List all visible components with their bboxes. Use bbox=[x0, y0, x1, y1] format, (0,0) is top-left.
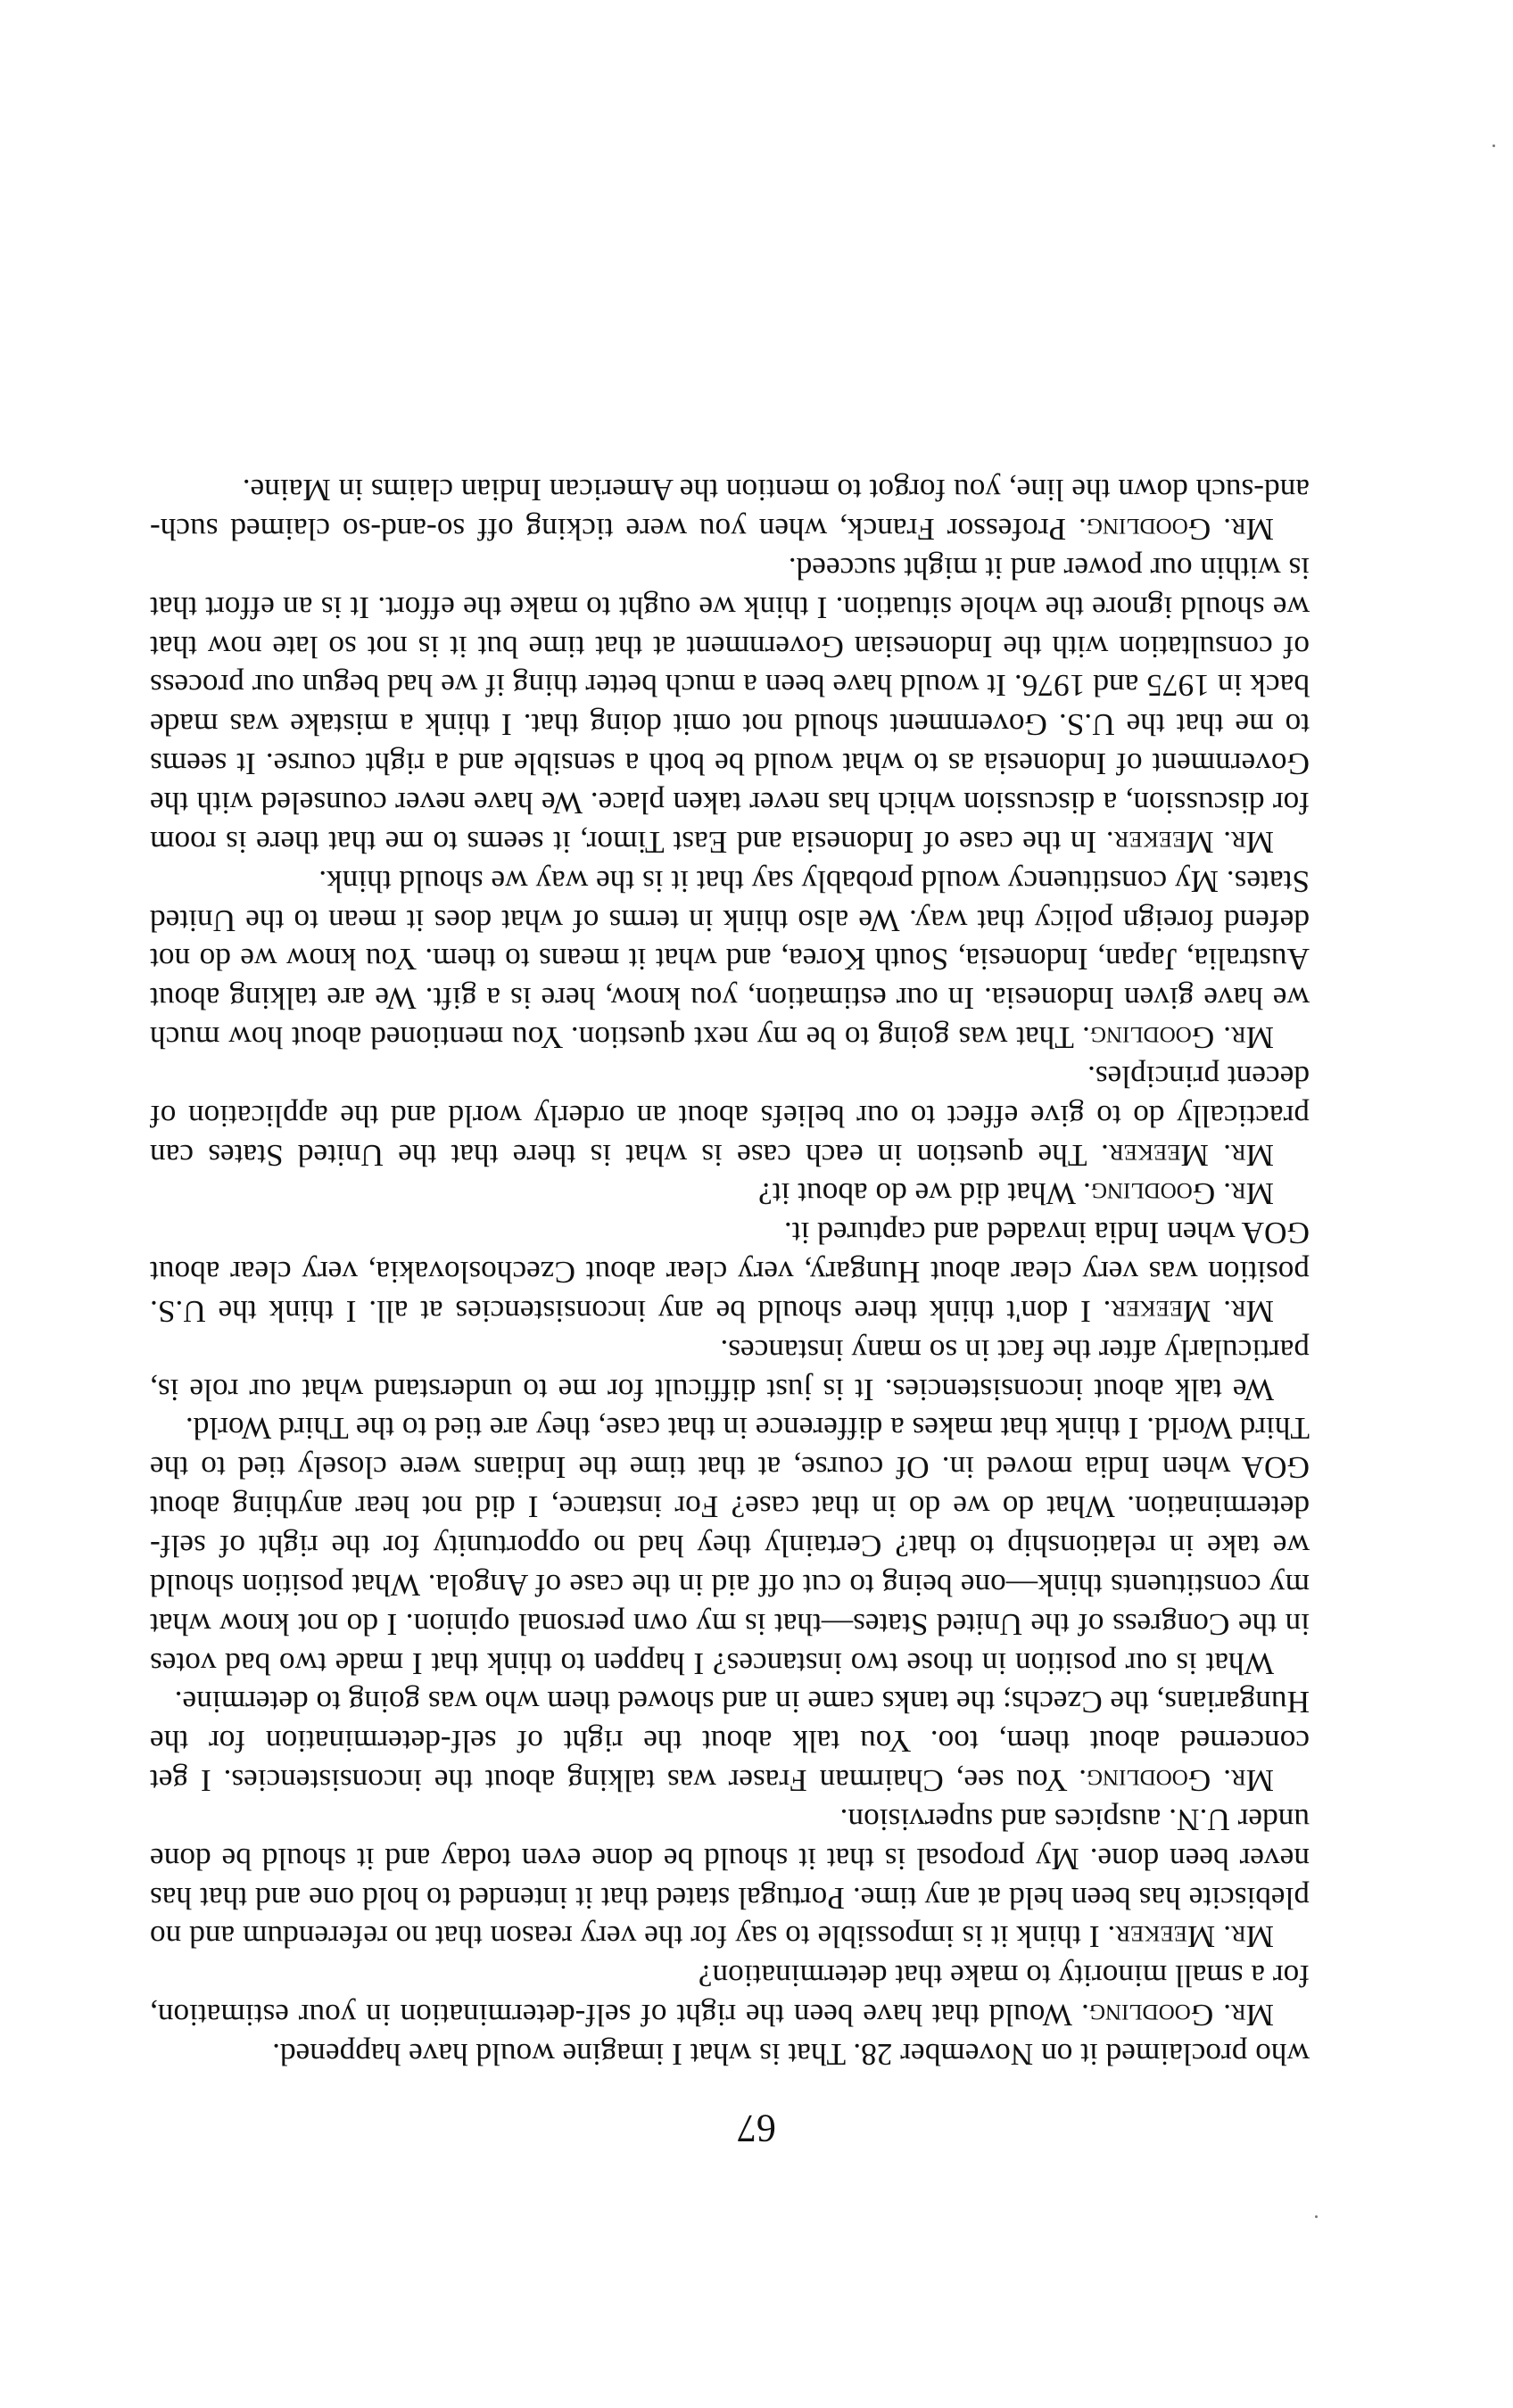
paragraph bbox=[150, 1175, 1310, 1214]
paragraph-text: who proclaimed it on November 28. That is what I imagine would have happened. bbox=[272, 2037, 1310, 2072]
paragraph-text: Professor Franck, when you were ticking off so-and-so claimed such-and-such down the line, you forgot to mention the American Indian claims in Maine. bbox=[149, 473, 1310, 548]
speaker-name: Mr. Meeker. bbox=[1101, 1137, 1274, 1173]
paragraph bbox=[150, 1057, 1310, 1175]
paragraph bbox=[150, 1331, 1310, 1409]
page-number: 67 bbox=[737, 2107, 776, 2150]
paragraph bbox=[150, 1800, 1310, 1956]
paragraph bbox=[150, 862, 1310, 1057]
paragraph bbox=[150, 1409, 1310, 1683]
paragraph bbox=[150, 2034, 1310, 2074]
paragraph-text: We talk about inconsistencies. It is just difficult for me to understand what our role is, particularly after the fact in so many instances. bbox=[150, 1332, 1310, 1407]
paragraph-text: What is our position in those two instances? I happen to think that I made two bad votes in the Congress of the United States—that is my own personal opinion. I do not know what my constituents think—one being to cut off aid in the case of Angola. What position should we take in relationship to that? Certainly they had no opportunity for the right of self-determination. What do we do in that case? For instance, I did not hear anything about GOA when India moved in. Of course, at that time the Indians were closely tied to the Third World. I think that makes a difference in that case, they are tied to the Third World. bbox=[150, 1411, 1310, 1681]
paragraph-text: The question in each case is what is there that the United States can practically do to give effect to our beliefs about an orderly world and the application of decent principles. bbox=[150, 1059, 1310, 1173]
paragraph-text: What did we do about it? bbox=[758, 1176, 1076, 1212]
body-text bbox=[150, 470, 1310, 2074]
speaker-name: Mr. Meeker. bbox=[1105, 824, 1274, 860]
paragraph-text: Would that have been the right of self-determination in your estimation, for a small minority to make that determination? bbox=[149, 1959, 1310, 2033]
speaker-name: Mr. Goodling. bbox=[1079, 512, 1274, 548]
paragraph-text: That was going to be my next question. You mentioned about how much we have given Indonesia. In our estimation, you know, here is a gift. We are talking about Australia, Japan, Indonesia, South Korea, and what it means to them. You know we do not defend foreign policy that way. We also think in terms of what does it mean to the United States. My constituency would probably say that it is the way we should think. bbox=[150, 863, 1310, 1056]
paragraph-text: You see, Chairman Fraser was talking about the inconsistencies. I get concerned about them, too. You talk about the right of self-determination for the Hungarians, the Czechs; the tanks came in and showed them who was going to determine. bbox=[150, 1685, 1310, 1799]
scan-speck bbox=[1492, 144, 1495, 147]
scan-speck bbox=[1315, 2215, 1318, 2218]
paragraph-text: In the case of Indonesia and East Timor, it seems to me that there is room for discussion, a discussion which has never taken place. We have never counseled with the Government of Indonesia as to what would be both a sensible and a right course. It seems to me that the U.S. Government should not omit doing that. I think a mistake was made back in 1975 and 1976. It would have been a much better thing if we had begun our process of consultation with the Indonesian Government at that time but it is not so late now that we should ignore the whole situation. I think we ought to make the effort. It is an effort that is within our power and it might succeed. bbox=[150, 550, 1310, 860]
speaker-name: Mr. Goodling. bbox=[1081, 1998, 1274, 2033]
speaker-name: Mr. Goodling. bbox=[1079, 1763, 1274, 1799]
speaker-name: Mr. Meeker. bbox=[1103, 1293, 1274, 1329]
paragraph bbox=[150, 1213, 1310, 1331]
speaker-name: Mr. Meeker. bbox=[1107, 1919, 1274, 1955]
paragraph-text: I think it is impossible to say for the very reason that no referendum and no plebiscite has been held at any time. Portugal stated that it intended to hold one and that has never been done. My proposal is that it should be done even today and it should be done under U.N. auspices and supervision. bbox=[149, 1802, 1310, 1955]
paragraph-text: I don't think there should be any inconsistencies at all. I think the U.S. position was very clear about Hungary, very clear about Czechoslovakia, very clear about GOA when India invaded and captured it. bbox=[150, 1216, 1310, 1329]
speaker-name: Mr. Goodling. bbox=[1082, 1020, 1274, 1056]
paragraph bbox=[150, 1956, 1310, 2034]
paragraph bbox=[150, 1683, 1310, 1801]
paragraph bbox=[150, 470, 1310, 548]
speaker-name: Mr. Goodling. bbox=[1083, 1176, 1274, 1212]
paragraph bbox=[150, 548, 1310, 862]
